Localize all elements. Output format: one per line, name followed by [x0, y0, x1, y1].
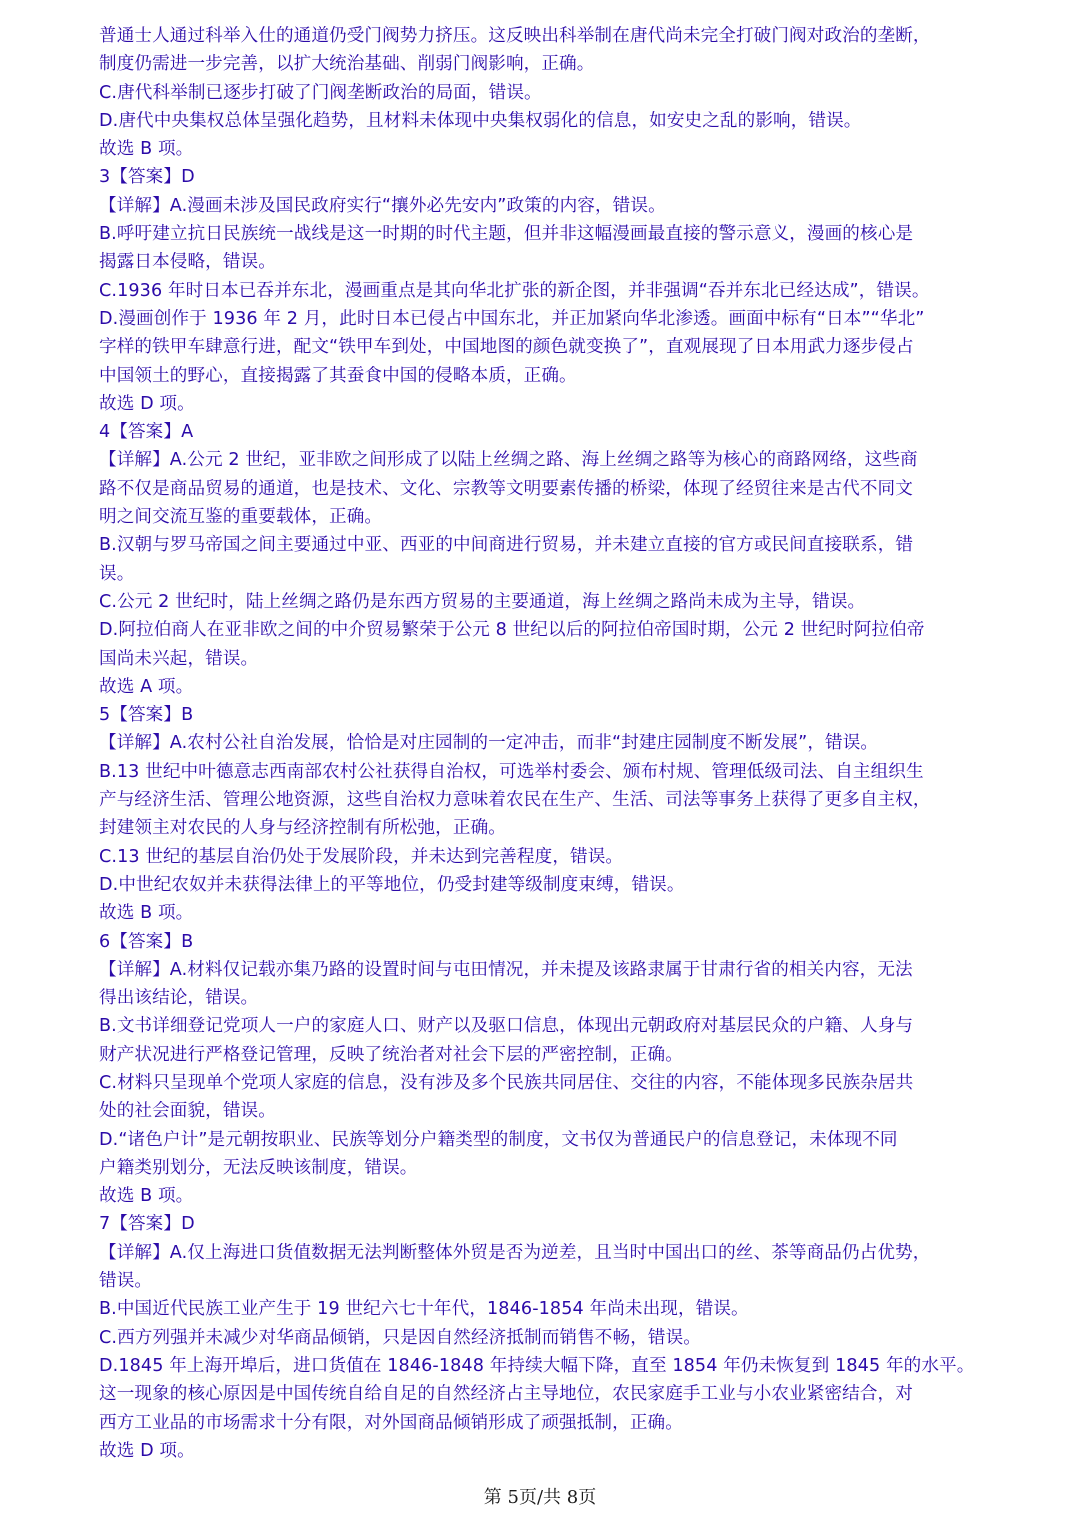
conclusion-line: 故选 B 项。: [99, 1186, 194, 1207]
text-line: 明之间交流互鉴的重要载体，正确。: [99, 507, 383, 528]
option-explanation-line: B.中国近代民族工业产生于 19 世纪六七十年代，1846-1854 年尚未出现，错误。: [99, 1299, 749, 1320]
explanation-line: 【详解】A.漫画未涉及国民政府实行“攘外必先安内”政策的内容，错误。: [99, 195, 666, 216]
conclusion-line: 故选 B 项。: [99, 903, 194, 924]
option-explanation-line: C.西方列强并未减少对华商品倾销，只是因自然经济抵制而销售不畅，错误。: [99, 1327, 701, 1348]
option-explanation-line: C.1936 年时日本已吞并东北，漫画重点是其向华北扩张的新企图，并非强调“吞并东北已经达成”，错误。: [99, 280, 930, 301]
conclusion-line: 故选 D 项。: [99, 393, 195, 414]
option-explanation-line: C.唐代科举制已逐步打破了门阀垄断政治的局面，错误。: [99, 82, 542, 103]
option-explanation-line: C.公元 2 世纪时，陆上丝绸之路仍是东西方贸易的主要通道，海上丝绸之路尚未成为主导，错误。: [99, 591, 866, 612]
answer-heading: 5【答案】B: [99, 705, 194, 726]
explanation-line: 【详解】A.公元 2 世纪，亚非欧之间形成了以陆上丝绸之路、海上丝绸之路等为核心的商路网络，这些商: [99, 450, 918, 471]
text-line: 产与经济生活、管理公地资源，这些自治权力意味着农民在生产、生活、司法等事务上获得了更多自主权，: [99, 790, 931, 811]
text-line: 国尚未兴起，错误。: [99, 648, 259, 669]
text-line: 误。: [99, 563, 135, 584]
text-line: 制度仍需进一步完善，以扩大统治基础、削弱门阀影响，正确。: [99, 54, 595, 75]
option-explanation-line: B.文书详细登记党项人一户的家庭人口、财产以及驱口信息，体现出元朝政府对基层民众的户籍、人身与: [99, 1016, 914, 1037]
conclusion-line: 故选 A 项。: [99, 676, 194, 697]
text-line: 错误。: [99, 1271, 153, 1292]
explanation-line: 【详解】A.农村公社自治发展，恰恰是对庄园制的一定冲击，而非“封建庄园制度不断发展”，错误。: [99, 733, 879, 754]
text-line: 得出该结论，错误。: [99, 988, 259, 1009]
text-line: 普通士人通过科举入仕的通道仍受门阀势力挤压。这反映出科举制在唐代尚未完全打破门阀对政治的垄断，: [99, 26, 931, 46]
explanation-line: 【详解】A.仅上海进口货值数据无法判断整体外贸是否为逆差，且当时中国出口的丝、茶等商品仍占优势，: [99, 1242, 931, 1263]
text-line: 揭露日本侵略，错误。: [99, 252, 276, 273]
option-explanation-line: B.汉朝与罗马帝国之间主要通过中亚、西亚的中间商进行贸易，并未建立直接的官方或民间直接联系，错: [99, 535, 914, 556]
answer-heading: 4【答案】A: [99, 422, 194, 443]
answer-heading: 3【答案】D: [99, 167, 195, 188]
text-line: 路不仅是商品贸易的通道，也是技术、文化、宗教等文明要素传播的桥梁，体现了经贸往来是古代不同文: [99, 478, 913, 499]
conclusion-line: 故选 B 项。: [99, 139, 194, 160]
text-line: 财产状况进行严格登记管理，反映了统治者对社会下层的严密控制，正确。: [99, 1044, 683, 1065]
option-explanation-line: D.1845 年上海开埠后，进口货值在 1846-1848 年持续大幅下降，直至 1854 年仍未恢复到 1845 年的水平。: [99, 1355, 975, 1376]
answer-explanations: [99, 22, 989, 1465]
option-explanation-line: B.13 世纪中叶德意志西南部农村公社获得自治权，可选举村委会、颁布村规、管理低级司法、自主组织生: [99, 761, 924, 782]
text-line: 户籍类别划分，无法反映该制度，错误。: [99, 1157, 418, 1178]
option-explanation-line: D.“诸色户计”是元朝按职业、民族等划分户籍类型的制度，文书仅为普通民户的信息登记，未体现不同: [99, 1129, 898, 1150]
text-line: 字样的铁甲车肆意行进，配文“铁甲车到处，中国地图的颜色就变换了”，直观展现了日本用武力逐步侵占: [99, 337, 914, 358]
answer-heading: 6【答案】B: [99, 931, 194, 952]
option-explanation-line: D.阿拉伯商人在亚非欧之间的中介贸易繁荣于公元 8 世纪以后的阿拉伯帝国时期，公元 2 世纪时阿拉伯帝: [99, 620, 925, 641]
answer-heading: 7【答案】D: [99, 1214, 195, 1235]
text-line: 西方工业品的市场需求十分有限，对外国商品倾销形成了顽强抵制，正确。: [99, 1412, 683, 1433]
text-line: 中国领土的野心，直接揭露了其蚕食中国的侵略本质，正确。: [99, 365, 577, 386]
option-explanation-line: D.唐代中央集权总体呈强化趋势，且材料未体现中央集权弱化的信息，如安史之乱的影响，错误。: [99, 110, 862, 131]
text-line: 封建领主对农民的人身与经济控制有所松弛，正确。: [99, 818, 506, 839]
page-number-footer: 第 5页/共 8页: [483, 1487, 597, 1508]
option-explanation-line: D.中世纪农奴并未获得法律上的平等地位，仍受封建等级制度束缚，错误。: [99, 874, 685, 895]
explanation-line: 【详解】A.材料仅记载亦集乃路的设置时间与屯田情况，并未提及该路隶属于甘肃行省的相关内容，无法: [99, 959, 913, 980]
option-explanation-line: C.材料只呈现单个党项人家庭的信息，没有涉及多个民族共同居住、交往的内容，不能体现多民族杂居共: [99, 1072, 914, 1093]
conclusion-line: 故选 D 项。: [99, 1440, 195, 1461]
option-explanation-line: B.呼吁建立抗日民族统一战线是这一时期的时代主题，但并非这幅漫画最直接的警示意义，漫画的核心是: [99, 224, 914, 245]
option-explanation-line: C.13 世纪的基层自治仍处于发展阶段，并未达到完善程度，错误。: [99, 846, 624, 867]
text-line: 这一现象的核心原因是中国传统自给自足的自然经济占主导地位，农民家庭手工业与小农业紧密结合，对: [99, 1384, 913, 1405]
option-explanation-line: D.漫画创作于 1936 年 2 月，此时日本已侵占中国东北，并正加紧向华北渗透。画面中标有“日本”“华北”: [99, 308, 925, 329]
text-line: 处的社会面貌，错误。: [99, 1101, 276, 1122]
